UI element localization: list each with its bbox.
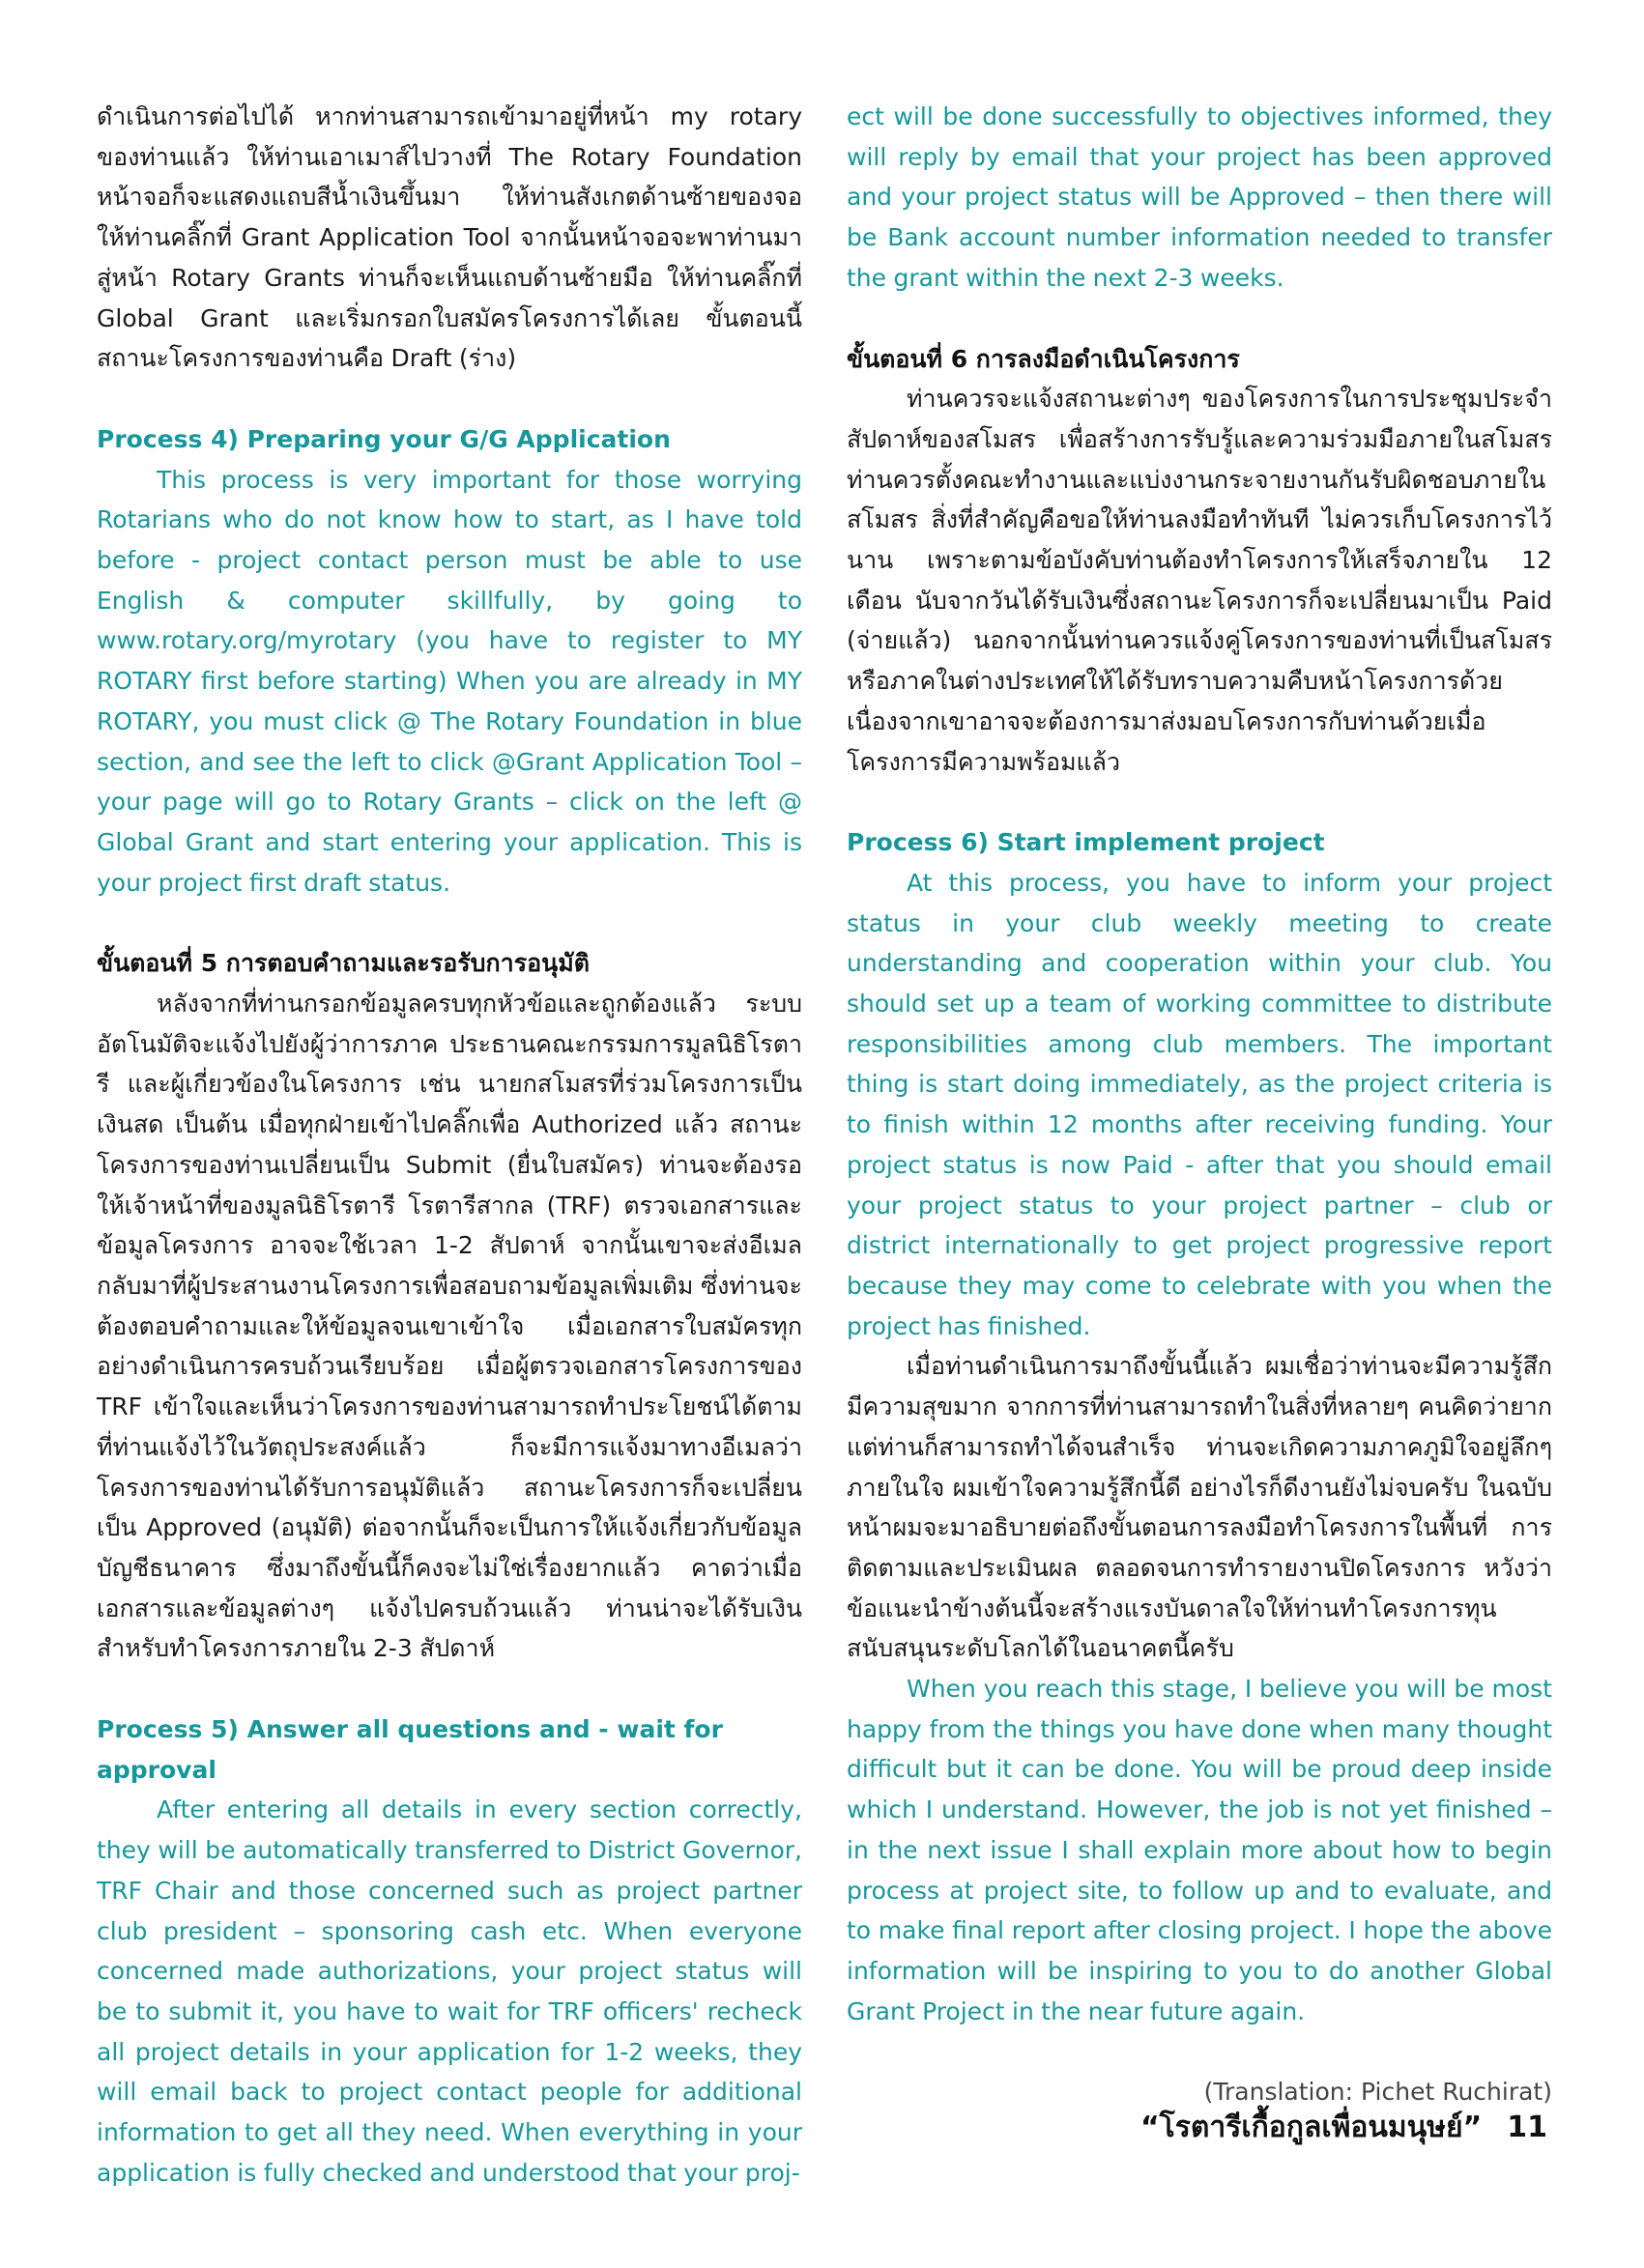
- left-column: [97, 97, 802, 2193]
- page-number: 11: [1507, 2110, 1547, 2144]
- process4-heading: Process 4) Preparing your G/G Application: [97, 424, 671, 453]
- spacer: [847, 2031, 1552, 2072]
- closing-paragraph-en: When you reach this stage, I believe you will be most happy from the things you have done when many thought difficult but it can be done. You will be proud deep inside which I understand. However, the job is not yet finished – in the next issue I shall explain more about how to begin process at project site, to follow up and to evaluate, and to make final report after closing project. I hope the above information will be inspiring to you to do another Global Grant Project in the near future again.: [847, 1675, 1552, 2025]
- process5-body: After entering all details in every section correctly, they will be automatically transferred to District Governor, TRF Chair and those concerned such as project partner club president – sponsoring cash etc. When everyone concerned made authorizations, your project status will be to submit it, you have to wait for TRF officers' recheck all project details in your application for 1-2 weeks, they will email back to project contact people for additional information to get all they need. When everything in your application is fully checked and understood that your proj-: [97, 1795, 802, 2187]
- intro-paragraph-th: ดำเนินการต่อไปได้ หากท่านสามารถเข้ามาอยู่ที่หน้า my rotary ของท่านแล้ว ให้ท่านเอาเมาส์ไปวางที่ The Rotary Foundation หน้าจอก็จะแสดงแถบสีน้ำเงินขึ้นมา ให้ท่านสังเกตด้านซ้ายของจอ ให้ท่านคลิ๊กที่ Grant Application Tool จากนั้นหน้าจอจะพาท่านมาสู่หน้า Rotary Grants ท่านก็จะเห็นแถบด้านซ้ายมือ ให้ท่านคลิ๊กที่ Global Grant และเริ่มกรอกใบสมัครโครงการได้เลย ขั้นตอนนี้สถานะโครงการของท่านคือ Draft (ร่าง): [97, 102, 802, 373]
- spacer: [847, 782, 1552, 822]
- step6-body-th: ท่านควรจะแจ้งสถานะต่างๆ ของโครงการในการประชุมประจำสัปดาห์ของสโมสร เพื่อสร้างการรับรู้และความร่วมมือภายในสโมสร ท่านควรตั้งคณะทำงานและแบ่งงานกระจายงานกันรับผิดชอบภายในสโมสร สิ่งที่สำคัญคือขอให้ท่านลงมือทำทันที ไม่ควรเก็บโครงการไว้นาน เพราะตามข้อบังคับท่านต้องทำโครงการให้เสร็จภายใน 12 เดือน นับจากวันได้รับเงินซึ่งสถานะโครงการก็จะเปลี่ยนมาเป็น Paid (จ่ายแล้ว) นอกจากนั้นท่านควรแจ้งคู่โครงการของท่านที่เป็นสโมสรหรือภาคในต่างประเทศให้ได้รับทราบความคืบหน้าโครงการด้วย เนื่องจากเขาอาจจะต้องการมาส่งมอบโครงการกับท่านด้วยเมื่อโครงการมีความพร้อมแล้ว: [847, 385, 1552, 776]
- right-column: [847, 97, 1552, 2112]
- process5-heading: Process 5) Answer all questions and - wait for approval: [97, 1715, 723, 1784]
- process4-body: This process is very important for those worrying Rotarians who do not know how to start, as I have told before - project contact person must be able to use English & computer skillfully, by going to www.rotary.org/myrotary (you have to register to MY ROTARY first before starting) When you are already in MY ROTARY, you must click @ The Rotary Foundation in blue section, and see the left to click @Grant Application Tool – your page will go to Rotary Grants – click on the left @ Global Grant and start entering your application. This is your project first draft status.: [97, 465, 802, 897]
- footer-title: “โรตารีเกื้อกูลเพื่อนมนุษย์”: [1139, 2110, 1483, 2144]
- process6-heading: Process 6) Start implement project: [847, 828, 1325, 857]
- spacer: [97, 903, 802, 943]
- page-footer: [1140, 2105, 1547, 2150]
- closing-paragraph-th: เมื่อท่านดำเนินการมาถึงขั้นนี้แล้ว ผมเชื่อว่าท่านจะมีความรู้สึกมีความสุขมาก จากการที่ท่านสามารถทำในสิ่งที่หลายๆ คนคิดว่ายากแต่ท่านก็สามารถทำได้จนสำเร็จ ท่านจะเกิดความภาคภูมิใจอยู่ลึกๆ ภายในใจ ผมเข้าใจความรู้สึกนี้ดี อย่างไรก็ดีงานยังไม่จบครับ ในฉบับหน้าผมจะมาอธิบายต่อถึงขั้นตอนการลงมือทำโครงการในพื้นที่ การติดตามและประเมินผล ตลอดจนการทำรายงานปิดโครงการ หวังว่าข้อแนะนำข้างต้นนี้จะสร้างแรงบันดาลใจให้ท่านทำโครงการทุนสนับสนุนระดับโลกได้ในอนาคตนี้ครับ: [847, 1352, 1552, 1663]
- spacer: [97, 379, 802, 419]
- step5-body-th: หลังจากที่ท่านกรอกข้อมูลครบทุกหัวข้อและถูกต้องแล้ว ระบบอัตโนมัติจะแจ้งไปยังผู้ว่าการภาค ประธานคณะกรรมการมูลนิธิโรตารี และผู้เกี่ยวข้องในโครงการ เช่น นายกสโมสรที่ร่วมโครงการเป็นเงินสด เป็นต้น เมื่อทุกฝ่ายเข้าไปคลิ๊กเพื่อ Authorized แล้ว สถานะโครงการของท่านเปลี่ยนเป็น Submit (ยื่นใบสมัคร) ท่านจะต้องรอให้เจ้าหน้าที่ของมูลนิธิโรตารี โรตารีสากล (TRF) ตรวจเอกสารและข้อมูลโครงการ อาจจะใช้เวลา 1-2 สัปดาห์ จากนั้นเขาจะส่งอีเมลกลับมาที่ผู้ประสานงานโครงการเพื่อสอบถามข้อมูลเพิ่มเติม ซึ่งท่านจะต้องตอบคำถามและให้ข้อมูลจนเขาเข้าใจ เมื่อเอกสารใบสมัครทุกอย่างดำเนินการครบถ้วนเรียบร้อย เมื่อผู้ตรวจเอกสารโครงการของ TRF เข้าใจและเห็นว่าโครงการของท่านสามารถทำประโยชน์ได้ตามที่ท่านแจ้งไว้ในวัตถุประสงค์แล้ว ก็จะมีการแจ้งมาทางอีเมลว่าโครงการของท่านได้รับการอนุมัติแล้ว สถานะโครงการก็จะเปลี่ยนเป็น Approved (อนุมัติ) ต่อจากนั้นก็จะเป็นการให้แจ้งเกี่ยวกับข้อมูลบัญชีธนาคาร ซึ่งมาถึงขั้นนี้ก็คงจะไม่ใช่เรื่องยากแล้ว คาดว่าเมื่อเอกสารและข้อมูลต่างๆ แจ้งไปครบถ้วนแล้ว ท่านน่าจะได้รับเงินสำหรับทำโครงการภายใน 2-3 สัปดาห์: [97, 990, 802, 1663]
- spacer: [97, 1669, 802, 1709]
- translation-credit: (Translation: Pichet Ruchirat): [1203, 2078, 1552, 2107]
- process6-body: At this process, you have to inform your project status in your club weekly meeting to create understanding and cooperation within your club. You should set up a team of working committee to distribute responsibilities among club members. The important thing is start doing immediately, as the project criteria is to finish within 12 months after receiving funding. Your project status is now Paid - after that you should email your project status to your project partner – club or district internationally to get project progressive report because they may come to celebrate with you when the project has finished.: [847, 868, 1552, 1340]
- step5-heading-th: ขั้นตอนที่ 5 การตอบคำถามและรอรับการอนุมัติ: [97, 949, 590, 978]
- continued-paragraph-en: ect will be done successfully to objectives informed, they will reply by email that your project has been approved and your project status will be Approved – then there will be Bank account number information needed to transfer the grant within the next 2-3 weeks.: [847, 102, 1552, 292]
- step6-heading-th: ขั้นตอนที่ 6 การลงมือดำเนินโครงการ: [847, 344, 1240, 373]
- spacer: [847, 299, 1552, 339]
